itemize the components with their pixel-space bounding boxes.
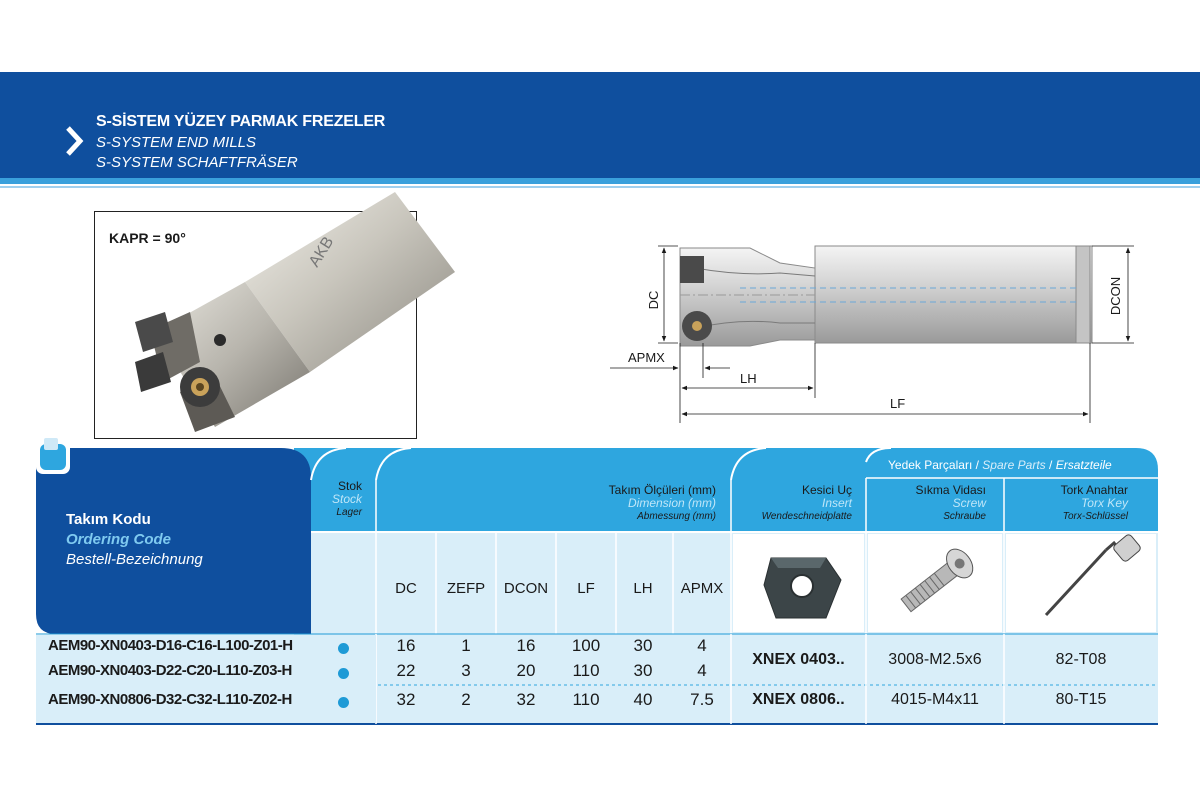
cell-apmx: 7.5	[690, 690, 714, 709]
stock-de: Lager	[336, 507, 362, 518]
dim-label-lh: LH	[740, 371, 757, 386]
cell-zefp: 1	[461, 636, 471, 655]
cell-lh: 30	[633, 661, 653, 680]
key-header	[1016, 484, 1128, 523]
spare-parts-tr: Yedek Parçaları	[888, 458, 973, 472]
cell-lh: 30	[633, 636, 653, 655]
dim-label-dcon: DCON	[1108, 276, 1123, 316]
ordering-code-de: Bestell-Bezeichnung	[66, 551, 203, 568]
table-row-code: AEM90-XN0403-D22-C20-L110-Z03-H	[48, 662, 292, 679]
cell-lf: 110	[572, 661, 600, 680]
insert-header	[736, 484, 852, 523]
cell-lf: 110	[572, 690, 600, 709]
col-header-dcon: DCON	[503, 580, 549, 597]
stock-dot-icon	[338, 643, 349, 654]
header-stripe	[0, 178, 1200, 184]
col-header-apmx: APMX	[680, 580, 724, 597]
col-header-lf: LF	[577, 580, 595, 597]
dimensions-tr: Takım Ölçüleri (mm)	[608, 483, 716, 497]
key-tr: Tork Anahtar	[1060, 483, 1128, 497]
insert-code: XNEX 0806..	[752, 691, 845, 708]
cell-dc: 16	[396, 636, 416, 655]
cell-dcon: 16	[516, 636, 536, 655]
cell-lf: 100	[571, 636, 601, 655]
col-header-lh: LH	[633, 580, 653, 597]
stock-en: Stock	[331, 492, 362, 506]
screw-en: Screw	[952, 496, 986, 510]
insert-code: XNEX 0403..	[752, 651, 845, 668]
stock-tr: Stok	[337, 479, 362, 493]
screw-tr: Sıkma Vidası	[915, 483, 986, 497]
key-code: 82-T08	[1055, 651, 1107, 668]
technical-drawing	[600, 228, 1123, 428]
dimensions-de: Abmessung (mm)	[637, 511, 716, 522]
cell-dc: 22	[396, 661, 416, 680]
ordering-code-en: Ordering Code	[66, 531, 172, 548]
chevron-right-icon	[64, 124, 84, 158]
page-title-de: S-SYSTEM SCHAFTFRÄSER	[96, 154, 298, 171]
screw-code: 4015-M4x11	[891, 691, 979, 708]
col-header-dc: DC	[395, 580, 417, 597]
spare-parts-sep: /	[1045, 458, 1056, 472]
kapr-label: KAPR = 90°	[109, 230, 186, 246]
key-code: 80-T15	[1055, 691, 1107, 708]
dim-label-dc: DC	[646, 290, 661, 310]
cell-dcon: 20	[516, 661, 536, 680]
product-table	[36, 440, 1160, 730]
header-stripe-thin	[0, 186, 1200, 188]
table-row-code: AEM90-XN0403-D16-C16-L100-Z01-H	[48, 637, 293, 654]
stock-dot-icon	[338, 668, 349, 679]
dim-label-lf: LF	[890, 396, 906, 411]
ordering-code-header	[66, 510, 203, 570]
key-en: Torx Key	[1081, 496, 1128, 510]
dimensions-header	[476, 484, 716, 523]
table-row-code: AEM90-XN0806-D32-C32-L110-Z02-H	[48, 691, 292, 708]
col-header-zefp: ZEFP	[446, 580, 486, 597]
dim-label-apmx: APMX	[628, 350, 665, 365]
spare-parts-de: Ersatzteile	[1055, 458, 1112, 472]
insert-en: Insert	[821, 496, 852, 510]
brand-engraving: AKB	[305, 233, 338, 271]
screw-de: Schraube	[943, 511, 986, 522]
screw-header	[876, 484, 986, 523]
cell-dc: 32	[396, 690, 416, 709]
cell-apmx: 4	[697, 661, 707, 680]
page-title-en: S-SYSTEM END MILLS	[96, 134, 257, 151]
cell-zefp: 3	[461, 661, 471, 680]
ordering-code-tr: Takım Kodu	[66, 511, 151, 528]
insert-image	[764, 558, 841, 618]
dimensions-en: Dimension (mm)	[627, 496, 716, 510]
cell-dcon: 32	[516, 690, 536, 709]
stock-header	[318, 480, 362, 519]
cell-zefp: 2	[461, 690, 471, 709]
insert-de: Wendeschneidplatte	[761, 511, 852, 522]
product-photo	[94, 211, 417, 439]
stock-dot-icon	[338, 697, 349, 708]
insert-tr: Kesici Uç	[801, 483, 852, 497]
cell-apmx: 4	[697, 636, 707, 655]
page-title-tr: S-SİSTEM YÜZEY PARMAK FREZELER	[96, 113, 386, 130]
key-de: Torx-Schlüssel	[1062, 511, 1128, 522]
end-mill-photo-illustration	[95, 212, 418, 440]
spare-parts-en: Spare Parts	[982, 458, 1046, 472]
spare-parts-sep: /	[972, 458, 983, 472]
cell-lh: 40	[633, 690, 653, 709]
corner-badge-icon	[36, 440, 70, 474]
spare-parts-header	[888, 458, 1112, 472]
screw-code: 3008-M2.5x6	[888, 651, 982, 668]
